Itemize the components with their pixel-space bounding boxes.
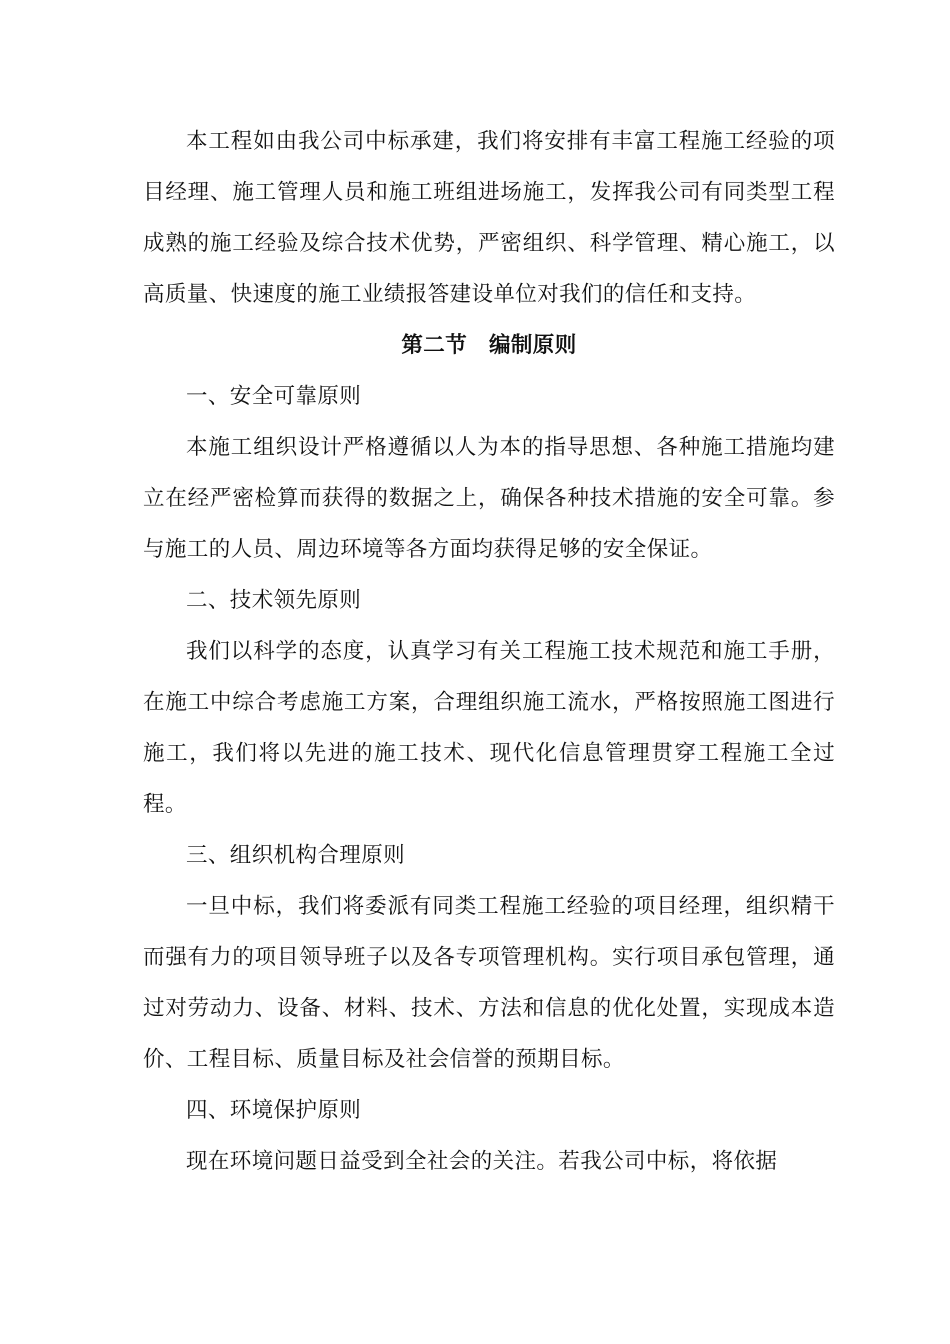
environment-paragraph: 现在环境问题日益受到全社会的关注。若我公司中标，将依据 <box>186 1149 778 1174</box>
document-body <box>143 116 835 1187</box>
heading-environment-principle: 四、环境保护原则 <box>186 1098 362 1123</box>
organization-paragraph: 一旦中标，我们将委派有同类工程施工经验的项目经理，组织精干而强有力的项目领导班子以及各专项管理机构。实行项目承包管理，通过对劳动力、设备、材料、技术、方法和信息的优化处置，实现成本造价、工程目标、质量目标及社会信誉的预期目标。 <box>143 894 835 1072</box>
heading-safety-principle: 一、安全可靠原则 <box>186 384 362 409</box>
safety-paragraph: 本施工组织设计严格遵循以人为本的指导思想、各种施工措施均建立在经严密检算而获得的数据之上，确保各种技术措施的安全可靠。参与施工的人员、周边环境等各方面均获得足够的安全保证。 <box>143 435 835 562</box>
intro-paragraph: 本工程如由我公司中标承建，我们将安排有丰富工程施工经验的项目经理、施工管理人员和施工班组进场施工，发挥我公司有同类型工程成熟的施工经验及综合技术优势，严密组织、科学管理、精心施工，以高质量、快速度的施工业绩报答建设单位对我们的信任和支持。 <box>143 129 835 307</box>
section-title: 第二节 编制原则 <box>401 333 577 358</box>
technology-paragraph: 我们以科学的态度，认真学习有关工程施工技术规范和施工手册，在施工中综合考虑施工方案，合理组织施工流水，严格按照施工图进行施工，我们将以先进的施工技术、现代化信息管理贯穿工程施工全过程。 <box>143 639 835 817</box>
heading-organization-principle: 三、组织机构合理原则 <box>186 843 406 868</box>
heading-technology-principle: 二、技术领先原则 <box>186 588 362 613</box>
